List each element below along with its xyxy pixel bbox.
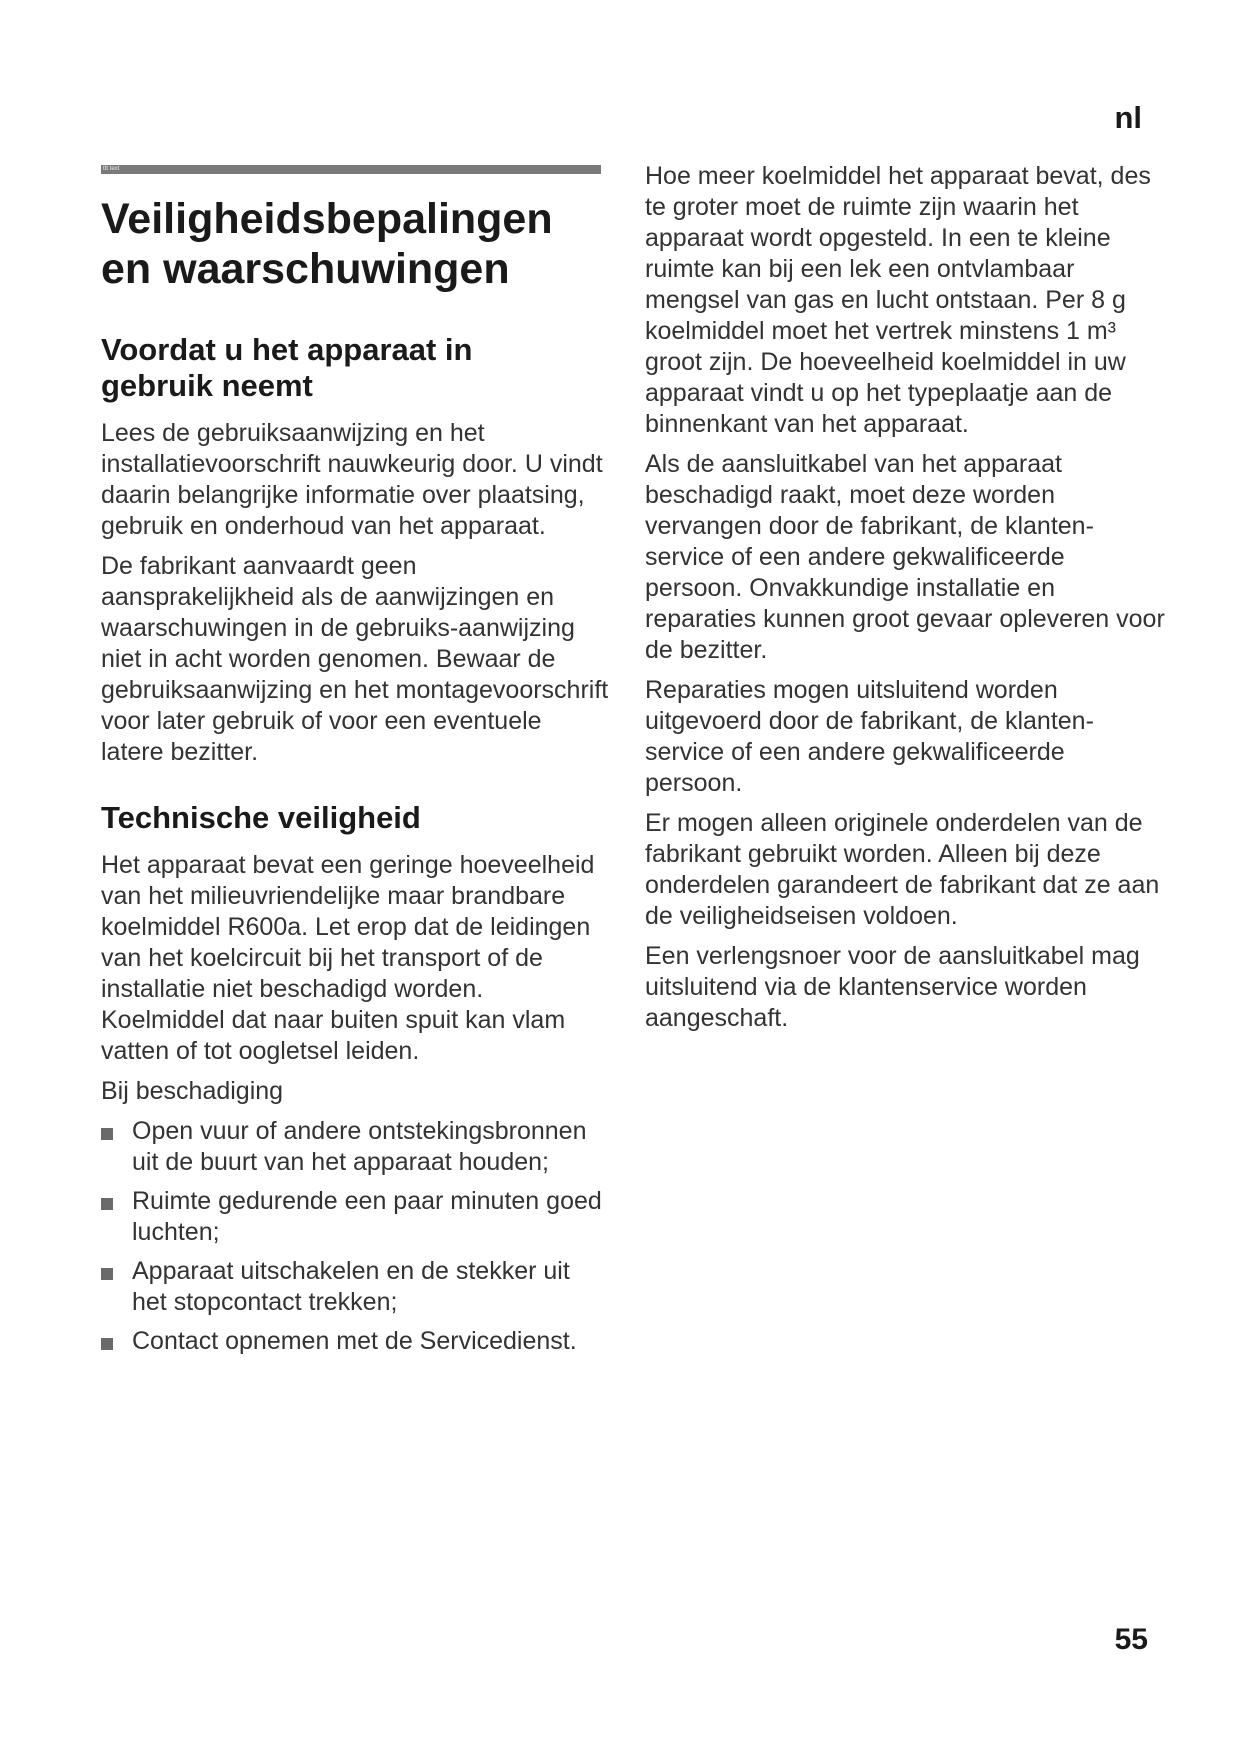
section-rule-label: ttt text — [103, 166, 120, 172]
list-item — [101, 1326, 611, 1357]
page-title — [101, 194, 611, 294]
right-paragraph-3: Reparaties mogen uitsluitend worden uitgevoerd door de fabrikant, de klanten-service of een andere gekwalificeerde persoon. — [645, 676, 1094, 797]
damage-instructions-list — [101, 1116, 611, 1357]
right-paragraph-2: Als de aansluitkabel van het apparaat beschadigd raakt, moet deze worden vervangen door de fabrikant, de klanten-service of een andere gekwalificeerde persoon. Onvakkundige installatie en reparaties kunnen groot gevaar opleveren voor de bezitter. — [645, 450, 1165, 664]
page-number: 55 — [1114, 1623, 1148, 1656]
page-title-line2: en waarschuwingen — [101, 245, 510, 293]
list-item-text: Contact opnemen met de Servicedienst. — [132, 1327, 577, 1355]
list-item-text: Open vuur of andere ontstekingsbronnen uit de buurt van het apparaat houden; — [132, 1117, 587, 1176]
right-paragraph-4: Er mogen alleen originele onderdelen van de fabrikant gebruikt worden. Alleen bij deze onderdelen garandeert de fabrikant dat ze aan de veiligheidseisen voldoen. — [645, 809, 1160, 930]
page-title-line1: Veiligheidsbepalingen — [101, 195, 553, 243]
before-use-heading — [101, 332, 611, 404]
list-item-text: Ruimte gedurende een paar minuten goed luchten; — [132, 1187, 602, 1246]
list-item-text: Apparaat uitschakelen en de stekker uit het stopcontact trekken; — [132, 1257, 570, 1316]
section-rule — [101, 165, 601, 174]
before-use-paragraph-2: De fabrikant aanvaardt geen aansprakelijkheid als de aanwijzingen en waarschuwingen in de gebruiks-aanwijzing niet in acht worden genomen. Bewaar de gebruiksaanwijzing en het montagevoorschrift voor later gebruik of voor een eventuele latere bezitter. — [101, 552, 609, 766]
technical-safety-heading: Technische veiligheid — [101, 800, 421, 835]
language-label: nl — [1114, 100, 1142, 135]
square-bullet-icon — [101, 1198, 113, 1210]
square-bullet-icon — [101, 1338, 113, 1350]
right-paragraph-5: Een verlengsnoer voor de aansluitkabel mag uitsluitend via de klantenservice worden aangeschaft. — [645, 942, 1140, 1032]
list-item — [101, 1256, 611, 1318]
before-use-heading-line1: Voordat u het apparaat in — [101, 332, 473, 367]
list-item — [101, 1116, 611, 1178]
square-bullet-icon — [101, 1268, 113, 1280]
right-paragraph-1: Hoe meer koelmiddel het apparaat bevat, des te groter moet de ruimte zijn waarin het apparaat wordt opgesteld. In een te kleine ruimte kan bij een lek een ontvlambaar mengsel van gas en lucht ontstaan. Per 8 g koelmiddel moet het vertrek minstens 1 m³ groot zijn. De hoeveelheid koelmiddel in uw apparaat vindt u op het typeplaatje aan de binnenkant van het apparaat. — [645, 162, 1151, 438]
before-use-paragraph-1: Lees de gebruiksaanwijzing en het installatievoorschrift nauwkeurig door. U vindt daarin belangrijke informatie over plaatsing, gebruik en onderhoud van het apparaat. — [101, 419, 603, 540]
list-item — [101, 1186, 611, 1248]
before-use-heading-line2: gebruik neemt — [101, 368, 313, 403]
technical-paragraph-1: Het apparaat bevat een geringe hoeveelheid van het milieuvriendelijke maar brandbare koelmiddel R600a. Let erop dat de leidingen van het koelcircuit bij het transport of de installatie niet beschadigd worden. Koelmiddel dat naar buiten spuit kan vlam vatten of tot oogletsel leiden. — [101, 851, 595, 1065]
technical-paragraph-2: Bij beschadiging — [101, 1077, 284, 1105]
left-column — [101, 165, 611, 1365]
square-bullet-icon — [101, 1128, 113, 1140]
right-column — [645, 161, 1165, 1043]
